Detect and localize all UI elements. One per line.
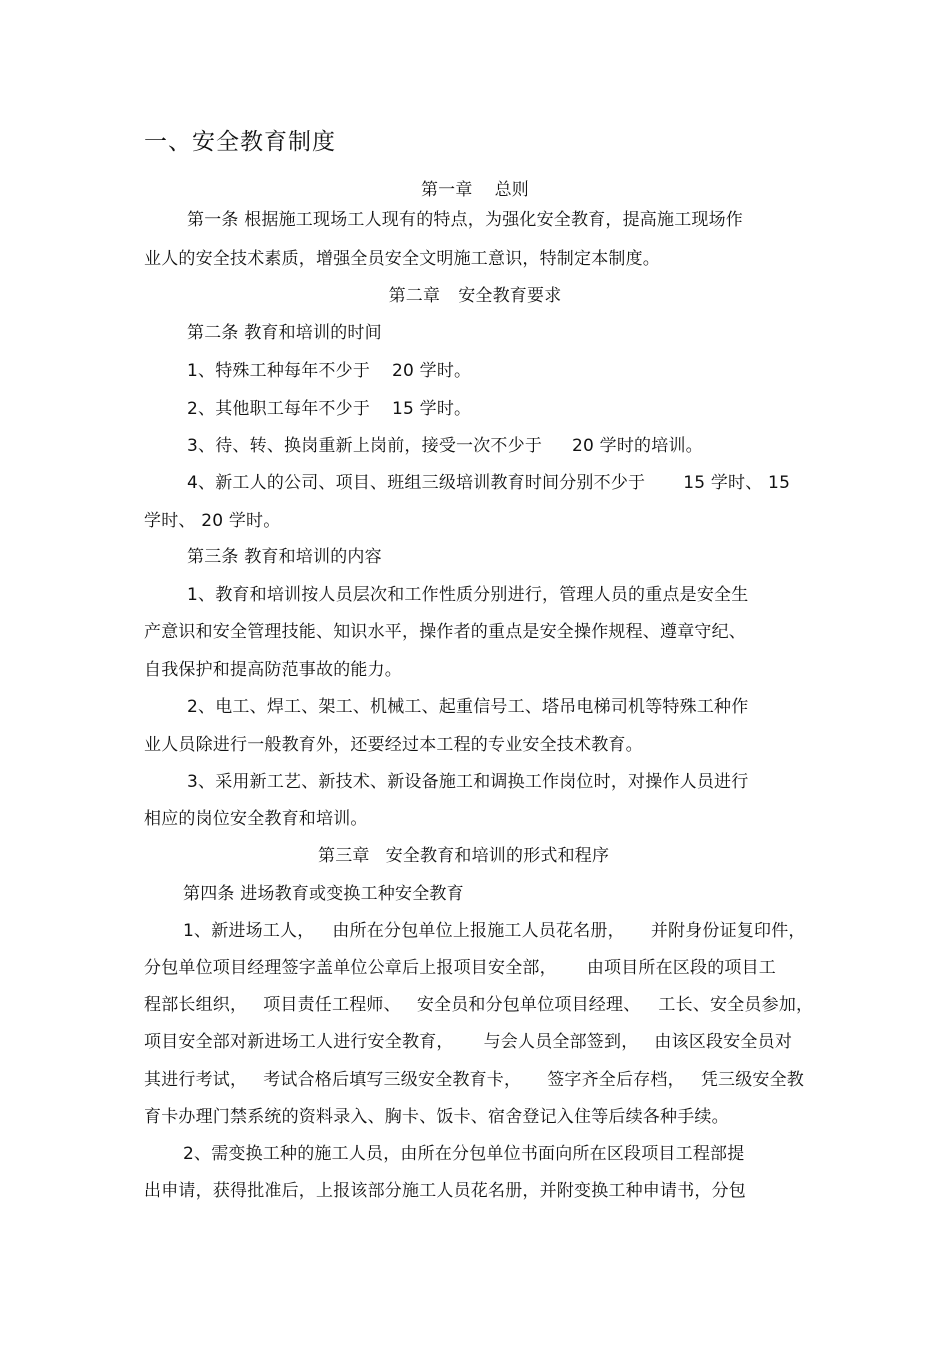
article-4-p1-line-6: 育卡办理门禁系统的资料录入、胸卡、饭卡、宿舍登记入住等后续各种手续。 [144,1107,729,1127]
article-3-item-3-line-1: 3、采用新工艺、新技术、新设备施工和调换工作岗位时，对操作人员进行 [187,772,749,792]
chapter-2-name: 安全教育要求 [458,286,562,306]
text-run: 项目责任工程师、 [263,995,401,1015]
chapter-1-heading [0,179,950,201]
text-run: 由所在分包单位上报施工人员花名册， [332,921,625,941]
item-text: 4、新工人的公司、项目、班组三级培训教育时间分别不少于 [187,473,646,493]
item-value: 15 学时。 [392,399,472,419]
chapter-2-heading [0,285,950,307]
article-3-item-1-line-1: 1、教育和培训按人员层次和工作性质分别进行，管理人员的重点是安全生 [187,585,749,605]
article-2-item-4 [187,472,790,494]
article-2-item-1 [187,360,471,382]
text-run: 凭三级安全教 [700,1070,805,1090]
item-value: 20 学时。 [392,361,472,381]
article-4-p1-line-5 [144,1069,804,1091]
article-4-p1-line-2 [144,957,776,979]
article-4-p1-line-1 [183,920,806,942]
text-run: 并附身份证复印件， [650,921,806,941]
article-3-item-2-line-1: 2、电工、焊工、架工、机械工、起重信号工、塔吊电梯司机等特殊工种作 [187,697,749,717]
text-run: 其进行考试， [144,1070,248,1090]
article-4-p2-line-2: 出申请，获得批准后，上报该部分施工人员花名册，并附变换工种申请书，分包 [144,1181,746,1201]
text-run: 与会人员全部签到， [483,1032,639,1052]
chapter-3-name: 安全教育和培训的形式和程序 [385,846,610,866]
text-run: 分包单位项目经理签字盖单位公章后上报项目安全部， [144,958,557,978]
article-2-item-4-cont: 学时、 20 学时。 [144,511,281,531]
article-3-item-3-line-2: 相应的岗位安全教育和培训。 [144,809,368,829]
item-value: 20 学时的培训。 [572,436,703,456]
chapter-1-label: 第一章 [420,180,473,200]
article-4-p1-line-3 [144,994,813,1016]
item-text: 1、特殊工种每年不少于 [187,361,371,381]
text-run: 安全员和分包单位项目经理、 [416,995,641,1015]
text-run: 考试合格后填写三级安全教育卡， [263,1070,522,1090]
chapter-1-name: 总则 [494,180,529,200]
chapter-2-label: 第二章 [388,286,441,306]
chapter-3-label: 第三章 [318,846,370,866]
text-run: 由项目所在区段的项目工 [586,958,777,978]
article-2-item-2 [187,398,471,420]
article-1-line-1: 第一条 根据施工现场工人现有的特点，为强化安全教育，提高施工现场作 [187,210,744,230]
article-4-p2-line-1: 2、需变换工种的施工人员，由所在分包单位书面向所在区段项目工程部提 [183,1144,745,1164]
article-3-item-1-line-3: 自我保护和提高防范事故的能力。 [144,660,402,680]
text-run: 签字齐全后存档， [547,1070,685,1090]
document-title: 一、安全教育制度 [144,129,336,155]
chapter-3-heading [318,845,609,867]
article-3-item-2-line-2: 业人员除进行一般教育外，还要经过本工程的专业安全技术教育。 [144,735,643,755]
text-run: 由该区段安全员对 [654,1032,793,1052]
item-text: 3、待、转、换岗重新上岗前，接受一次不少于 [187,436,543,456]
item-value: 15 学时、 15 [683,473,791,493]
text-run: 工长、安全员参加， [658,995,814,1015]
article-2-item-3 [187,435,703,457]
article-3-heading: 第三条 教育和培训的内容 [187,547,382,567]
text-run: 项目安全部对新进场工人进行安全教育， [144,1032,454,1052]
article-1-line-2: 业人的安全技术素质，增强全员安全文明施工意识，特制定本制度。 [144,249,660,269]
article-4-p1-line-4 [144,1031,792,1053]
item-text: 2、其他职工每年不少于 [187,399,371,419]
text-run: 程部长组织， [144,995,248,1015]
article-4-heading: 第四条 进场教育或变换工种安全教育 [183,884,464,904]
article-3-item-1-line-2: 产意识和安全管理技能、知识水平，操作者的重点是安全操作规程、遵章守纪、 [144,622,746,642]
text-run: 1、新进场工人， [183,921,315,941]
article-2-heading: 第二条 教育和培训的时间 [187,323,382,343]
